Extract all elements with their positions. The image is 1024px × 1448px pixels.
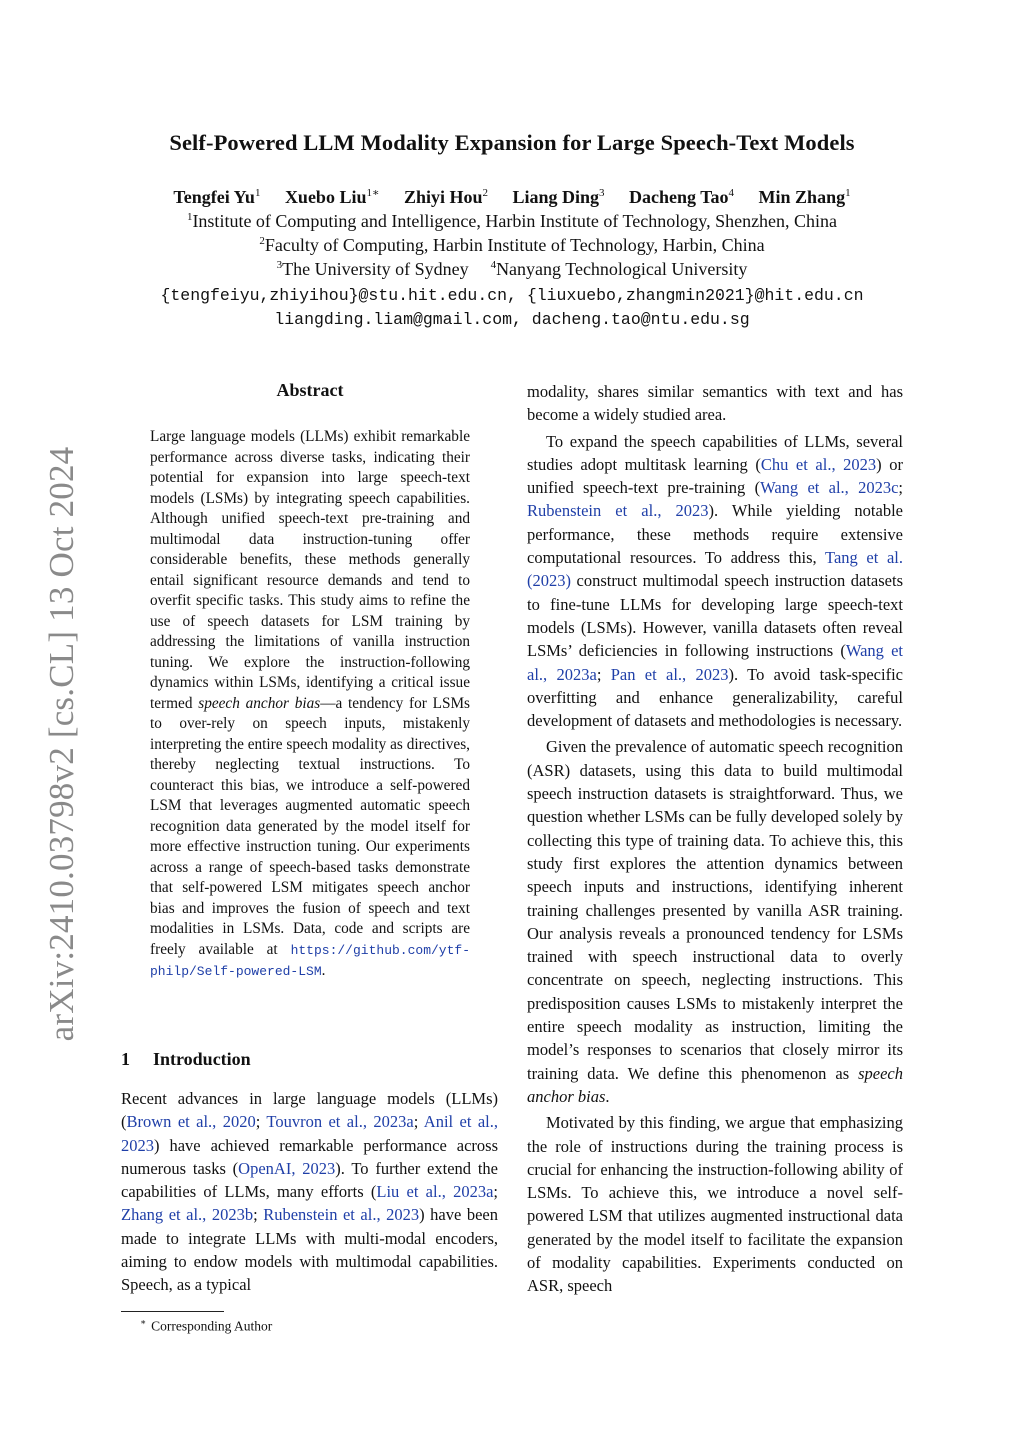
citation-link[interactable]: Pan et al., 2023 <box>610 664 729 684</box>
author: Dacheng Tao$^4$ <box>629 187 735 207</box>
citation-link[interactable]: Touvron et al., 2023a <box>266 1112 414 1132</box>
author: Min Zhang$^1$ <box>758 187 851 207</box>
author-list <box>0 186 1024 208</box>
code-url-link[interactable]: https://github.com/ytf-philp/Self-powered-LSM <box>150 942 471 979</box>
term-speech-anchor-bias: speech anchor bias <box>527 1063 904 1106</box>
citation-link[interactable]: Chu et al., 2023 <box>760 454 877 474</box>
citation-link[interactable]: Brown et al., 2020 <box>126 1112 256 1132</box>
citation-link[interactable]: Rubenstein et al., 2023 <box>527 501 709 521</box>
citation-link[interactable]: OpenAI, 2023 <box>238 1158 336 1178</box>
right-column <box>527 380 903 1301</box>
abstract-body: Large language models (LLMs) exhibit remarkable performance across diverse tasks, indicating their potential for expansion into large speech-text models (LSMs) by integrating speech capabilities. Although unified speech-text pre-training and multimodal data instruction-tuning offer considerable benefits, these methods generally entail significant resource demands and tend to overfit specific tasks. This study aims to refine the use of speech datasets for LSM training by addressing the limitations of vanilla instruction tuning. We explore the instruction-following dynamics within LSMs, identifying a critical issue termed speech anchor bias—a tendency for LSMs to over-rely on speech inputs, mistakenly interpreting the entire speech modality as directives, thereby neglecting textual instructions. To counteract this bias, we introduce a self-powered LSM that leverages augmented automatic speech recognition data generated by the model itself for more effective instruction tuning. Our experiments across a range of speech-based tasks demonstrate that self-powered LSM mitigates speech anchor bias and improves the fusion of speech and text modalities in LSMs. Data, code and scripts are freely available at https://github.com/ytf-philp/Self-powered-LSM. <box>150 428 471 979</box>
citation-link[interactable]: Anil et al., 2023 <box>121 1112 498 1155</box>
footnote-rule <box>121 1311 224 1312</box>
affiliation-1: $^1$Institute of Computing and Intelligence, Harbin Institute of Technology, Shenzhen, China <box>186 211 838 231</box>
citation-link[interactable]: Liu et al., 2023a <box>376 1182 494 1202</box>
author: Xuebo Liu$^{1∗}$ <box>284 187 380 207</box>
author: Tengfei Yu$^1$ <box>173 187 261 207</box>
author: Zhiyi Hou$^2$ <box>403 187 488 207</box>
paragraph: To expand the speech capabilities of LLMs, several studies adopt multitask learning (Chu et al., 2023) or unified speech-text pre-training (Wang et al., 2023c; Rubenstein et al., 2023). While yielding notable performance, these methods require extensive computational resources. To address this, Tang et al. (2023) construct multimodal speech instruction datasets to fine-tune LLMs for developing large speech-text models (LSMs). However, vanilla datasets often reveal LSMs’ deficiencies in following instructions (Wang et al., 2023a; Pan et al., 2023). To avoid task-specific overfitting and enhance generalizability, careful development of datasets and methodologies is necessary. <box>527 431 903 731</box>
intro-paragraph: Recent advances in large language models (LLMs) (Brown et al., 2020; Touvron et al., 2023a; Anil et al., 2023) have achieved remarkable performance across numerous tasks (OpenAI, 2023). To further extend the capabilities of LLMs, many efforts (Liu et al., 2023a; Zhang et al., 2023b; Rubenstein et al., 2023) have been made to integrate LLMs with multi-modal encoders, aiming to endow models with multimodal capabilities. Speech, as a typical <box>121 1089 498 1295</box>
paragraph: Motivated by this finding, we argue that emphasizing the role of instructions during the training process is crucial for enhancing the instruction-following ability of LSMs. To achieve this, we introduce a novel self-powered LSM that utilizes augmented instructional data generated by the model itself to facilitate the expansion of modality capabilities. Experiments conducted on ASR, speech <box>527 1113 903 1296</box>
term-speech-anchor-bias: speech anchor bias <box>198 694 321 712</box>
paragraph: Given the prevalence of automatic speech recognition (ASR) datasets, using this data to build multimodal speech instruction datasets is straightforward. Thus, we question whether LSMs can be fully developed solely by collecting this type of training data. To achieve this, this study first explores the attention dynamics between speech inputs and instructions, identifying inherent training challenges presented by vanilla ASR training. Our analysis reveals a pronounced tendency for LSMs trained with speech instructional data to overly concentrate on speech, neglecting instructions. This predisposition causes LSMs to mistakenly interpret the entire speech modality as instruction, limiting the model’s responses to scenarios that closely mirror its training data. We define this phenomenon as speech anchor bias. <box>527 737 904 1106</box>
paragraph: modality, shares similar semantics with text and has become a widely studied area. <box>527 382 903 425</box>
citation-link[interactable]: Zhang et al., 2023b <box>121 1205 254 1225</box>
author: Liang Ding$^3$ <box>512 187 605 207</box>
citation-link[interactable]: Tang et al. (2023) <box>527 548 903 591</box>
affiliation-3-4: $^3$The University of Sydney $^4$Nanyang Technological University <box>276 259 748 279</box>
email-line-2: liangding.liam@gmail.com, dacheng.tao@ntu.edu.sg <box>274 310 750 329</box>
citation-link[interactable]: Wang et al., 2023a <box>527 641 903 684</box>
email-line-1: {tengfeiyu,zhiyihou}@stu.hit.edu.cn, {liuxuebo,zhangmin2021}@hit.edu.cn <box>160 286 864 305</box>
citation-link[interactable]: Rubenstein et al., 2023 <box>263 1205 420 1225</box>
abstract-heading: Abstract <box>276 380 344 400</box>
paper-title: Self-Powered LLM Modality Expansion for Large Speech-Text Models <box>169 130 855 155</box>
section-heading-introduction: 1 Introduction <box>121 1049 251 1069</box>
citation-link[interactable]: Wang et al., 2023c <box>760 478 899 498</box>
footnote: ∗ Corresponding Author <box>140 1317 273 1334</box>
arxiv-identifier: arXiv:2410.03798v2 [cs.CL] 13 Oct 2024 <box>42 446 81 1042</box>
affiliation-2: $^2$Faculty of Computing, Harbin Institute of Technology, Harbin, China <box>259 235 765 255</box>
